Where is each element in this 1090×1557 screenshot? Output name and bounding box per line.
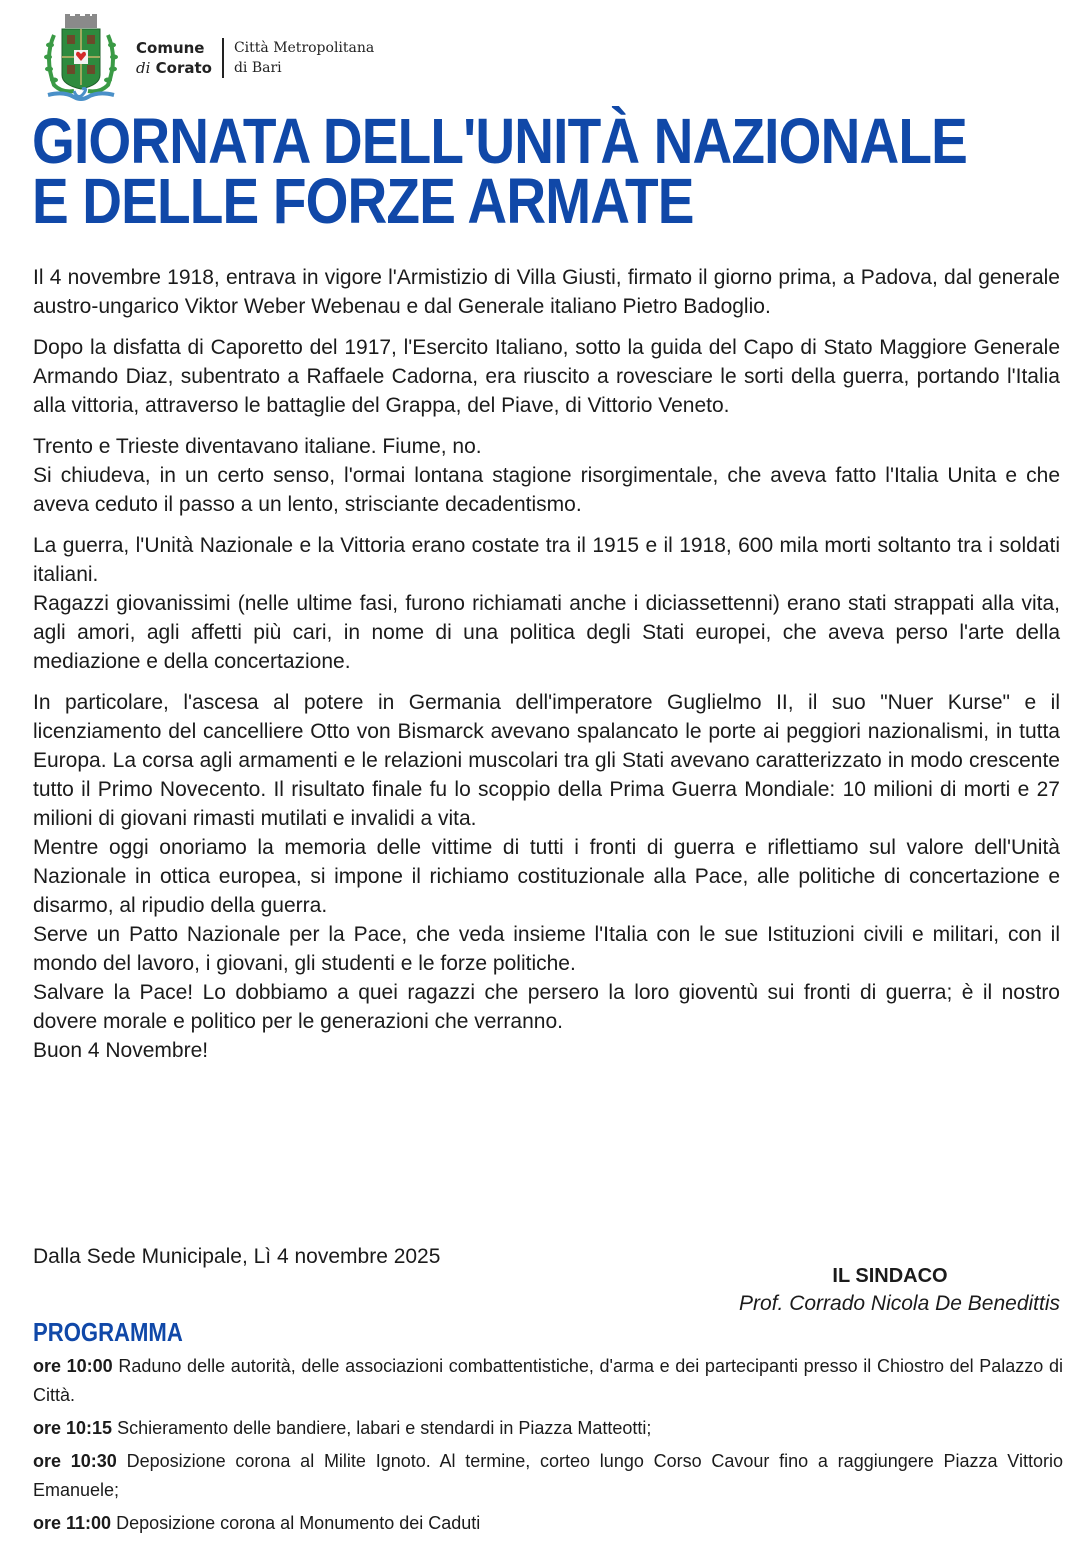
paragraph-line: Si chiudeva, in un certo senso, l'ormai lontana stagione risorgimentale, che aveva fatto l'Italia Unita e che aveva ceduto il passo a un lento, strisciante decadentismo. [33,464,1060,516]
paragraph-line: Ragazzi giovanissimi (nelle ultime fasi, furono richiamati anche i diciassettenni) erano stati strappati alla vita, agli amori, agli affetti più cari, in nome di una politica degli Stati europei, che aveva perso l'arte della mediazione e della concertazione. [33,592,1060,673]
programme-text: Deposizione corona al Monumento dei Caduti [116,1513,481,1533]
comune-line2 [136,58,212,78]
paragraph-3 [33,432,1060,519]
paragraph-4 [33,531,1060,676]
signature-name: Prof. Corrado Nicola De Benedittis [739,1292,1060,1315]
programme-title: PROGRAMMA [33,1317,183,1347]
page-title [32,105,967,237]
programme-time: ore 10:15 [33,1418,113,1438]
programme-item [33,1352,1063,1410]
programme-text: Raduno delle autorità, delle associazioni combattentistiche, d'arma e dei partecipanti presso il Chiostro del Palazzo di Città. [33,1356,1063,1405]
paragraph-5 [33,688,1060,1065]
paragraph-1 [33,263,1060,321]
programme-time: ore 10:00 [33,1356,113,1376]
coat-of-arms-icon [40,13,122,103]
signature-role: IL SINDACO [832,1265,948,1287]
comune-name: Corato [155,59,212,77]
paragraph-line: Salvare la Pace! Lo dobbiamo a quei ragazzi che persero la loro gioventù sui fronti di guerra; è il nostro dovere morale e politico per le generazioni che verranno. [33,981,1060,1033]
paragraph-line: Dopo la disfatta di Caporetto del 1917, l'Esercito Italiano, sotto la guida del Capo di Stato Maggiore Generale Armando Diaz, subentrato a Raffaele Cadorna, era riuscito a rovesciare le sorti della guerra, portando l'Italia alla vittoria, attraverso le battaglie del Grappa, del Piave, di Vittorio Veneto. [33,336,1060,417]
paragraph-line: Trento e Trieste diventavano italiane. Fiume, no. [33,435,482,458]
divider [222,38,224,78]
title-line-1: GIORNATA DELL'UNITÀ NAZIONALE [32,105,967,177]
body-text [33,263,1060,1077]
paragraph-line: Buon 4 Novembre! [33,1039,209,1062]
paragraph-line: Mentre oggi onoriamo la memoria delle vittime di tutti i fronti di guerra e riflettiamo sul valore dell'Unità Nazionale in ottica europea, si impone il richiamo costituzionale alla Pace, alle politiche di concertazione e disarmo, al ripudio della guerra. [33,836,1060,917]
paragraph-line: Il 4 novembre 1918, entrava in vigore l'Armistizio di Villa Giusti, firmato il giorno prima, a Padova, dal generale austro-ungarico Viktor Weber Webenau e dal Generale italiano Pietro Badoglio. [33,266,1060,318]
paragraph-line: In particolare, l'ascesa al potere in Germania dell'imperatore Guglielmo II, il suo "Nuer Kurse" e il licenziamento del cancelliere Otto von Bismarck avevano spalancato le porte ai peggiori nazionalismi, in tutta Europa. La corsa agli armamenti e le relazioni muscolari tra gli Stati avevano caratterizzato in modo crescente tutto il Primo Novecento. Il risultato finale fu lo scoppio della Prima Guerra Mondiale: 10 milioni di morti e 27 milioni di giovani rimasti mutilati e invalidi a vita. [33,691,1060,830]
brand-text [136,38,374,78]
header [40,12,374,104]
paragraph-line: Serve un Patto Nazionale per la Pace, che veda insieme l'Italia con le sue Istituzioni civili e militari, con il mondo del lavoro, i giovani, gli studenti e le forze politiche. [33,923,1060,975]
metro-line2: di Bari [233,60,282,76]
programme-text: Deposizione corona al Milite Ignoto. Al termine, corteo lungo Corso Cavour fino a raggiungere Piazza Vittorio Emanuele; [33,1451,1063,1500]
comune-line1: Comune [136,39,205,57]
paragraph-2 [33,333,1060,420]
programme-list [33,1352,1063,1542]
paragraph-line: La guerra, l'Unità Nazionale e la Vittoria erano costate tra il 1915 e il 1918, 600 mila morti soltanto tra i soldati italiani. [33,534,1060,586]
date-line: Dalla Sede Municipale, Lì 4 novembre 2025 [33,1245,441,1268]
comune-di: di [136,59,151,77]
programme-text: Schieramento delle bandiere, labari e stendardi in Piazza Matteotti; [117,1418,652,1438]
programme-item [33,1447,1063,1505]
programme-item [33,1509,1063,1538]
title-line-2: E DELLE FORZE ARMATE [32,165,694,237]
metro-line1: Città Metropolitana [233,40,375,56]
signature-block [640,1262,1060,1318]
programme-item [33,1414,1063,1443]
programme-time: ore 10:30 [33,1451,117,1471]
programme-time: ore 11:00 [33,1513,112,1533]
